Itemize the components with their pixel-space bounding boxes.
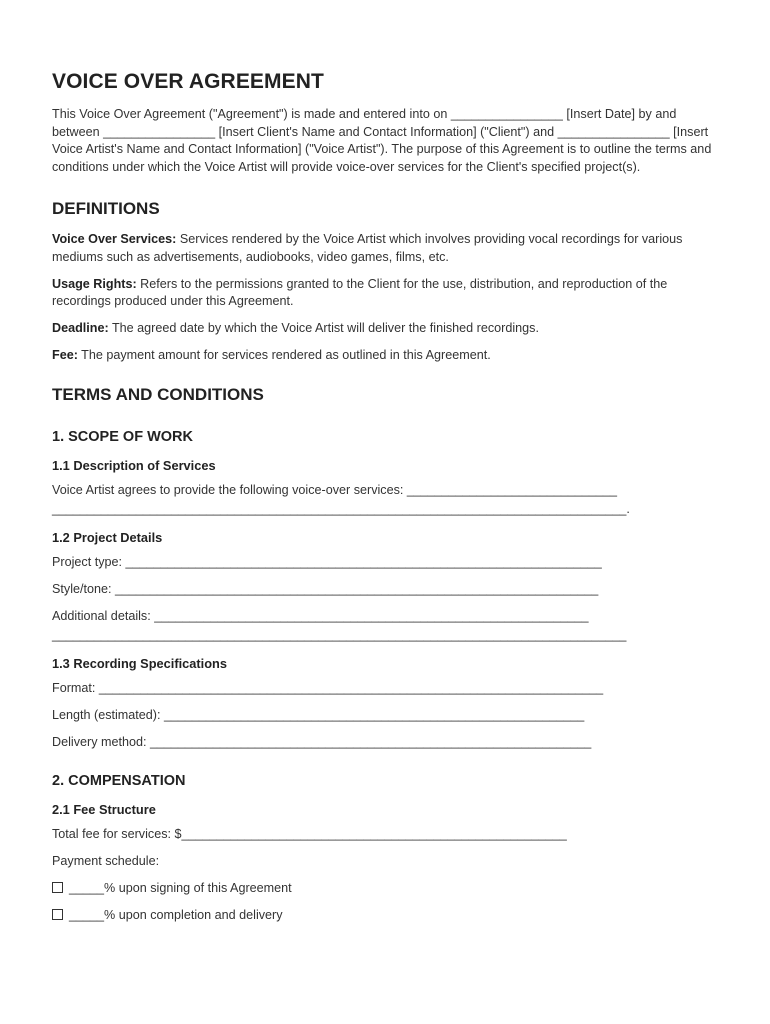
definition-term: Fee: xyxy=(52,348,78,363)
project-details-heading: 1.2 Project Details xyxy=(52,529,163,545)
checkbox-icon[interactable] xyxy=(52,882,63,893)
definition-voice-over-services xyxy=(52,231,722,266)
payment-option-signing xyxy=(52,880,722,897)
style-tone-field[interactable]: Style/tone: _____________________________________________________________________ xyxy=(52,581,599,596)
project-type-field[interactable]: Project type: ____________________________________________________________________ xyxy=(52,554,602,569)
definition-usage-rights xyxy=(52,276,722,311)
definition-deadline xyxy=(52,320,722,338)
length-field[interactable]: Length (estimated): ____________________________________________________________ xyxy=(52,707,585,722)
definition-text: The agreed date by which the Voice Artist will deliver the finished recordings. xyxy=(108,320,539,335)
definitions-heading: DEFINITIONS xyxy=(52,199,160,219)
compensation-heading: 2. COMPENSATION xyxy=(52,772,186,789)
definition-text: Services rendered by the Voice Artist which involves providing vocal recordings for various mediums such as advertisements, audiobooks, video games, films, etc. xyxy=(52,232,683,264)
agreement-document xyxy=(52,70,722,924)
services-fill-line-continued[interactable]: __________________________________________________________________________________. xyxy=(52,501,630,516)
terms-heading: TERMS AND CONDITIONS xyxy=(52,384,264,404)
definition-term: Deadline: xyxy=(52,320,109,335)
delivery-method-field[interactable]: Delivery method: _______________________________________________________________ xyxy=(52,734,592,749)
definition-fee xyxy=(52,347,722,365)
definition-text: The payment amount for services rendered as outlined in this Agreement. xyxy=(77,348,491,363)
payment-schedule-label: Payment schedule: xyxy=(52,853,160,868)
checkbox-icon[interactable] xyxy=(52,909,63,920)
additional-details-field-continued[interactable]: __________________________________________________________________________________ xyxy=(52,627,627,642)
definition-term: Voice Over Services: xyxy=(52,232,177,247)
fee-structure-heading: 2.1 Fee Structure xyxy=(52,801,156,817)
payment-option-completion xyxy=(52,907,722,924)
additional-details-field[interactable]: Additional details: ______________________________________________________________ xyxy=(52,608,589,623)
definition-text: Refers to the permissions granted to the Client for the use, distribution, and reproduction of the recordings produced under this Agreement. xyxy=(52,276,668,309)
total-fee-field[interactable]: Total fee for services: $_______________________________________________________ xyxy=(52,826,567,841)
payment-option-text[interactable]: _____% upon completion and delivery xyxy=(69,907,283,922)
scope-of-work-heading: 1. SCOPE OF WORK xyxy=(52,428,193,445)
description-of-services-heading: 1.1 Description of Services xyxy=(52,457,216,473)
payment-option-text[interactable]: _____% upon signing of this Agreement xyxy=(69,880,292,895)
document-title: VOICE OVER AGREEMENT xyxy=(52,70,324,93)
recording-specifications-heading: 1.3 Recording Specifications xyxy=(52,655,227,671)
intro-paragraph: This Voice Over Agreement ("Agreement") is made and entered into on ________________ [Insert Date] by and between ________________ [Insert Client's Name and Contact Information] ("Client") and ________________ [Insert Voice Artist's Name and Contact Information] ("Voice Artist"). The purpose of this Agreement is to outline the terms and conditions under which the Voice Artist will provide voice-over services for the Client's specified project(s). xyxy=(52,107,712,174)
services-fill-line[interactable]: Voice Artist agrees to provide the following voice-over services: ______________________________ xyxy=(52,482,618,497)
format-field[interactable]: Format: ________________________________________________________________________ xyxy=(52,680,604,695)
definition-term: Usage Rights: xyxy=(52,276,137,291)
